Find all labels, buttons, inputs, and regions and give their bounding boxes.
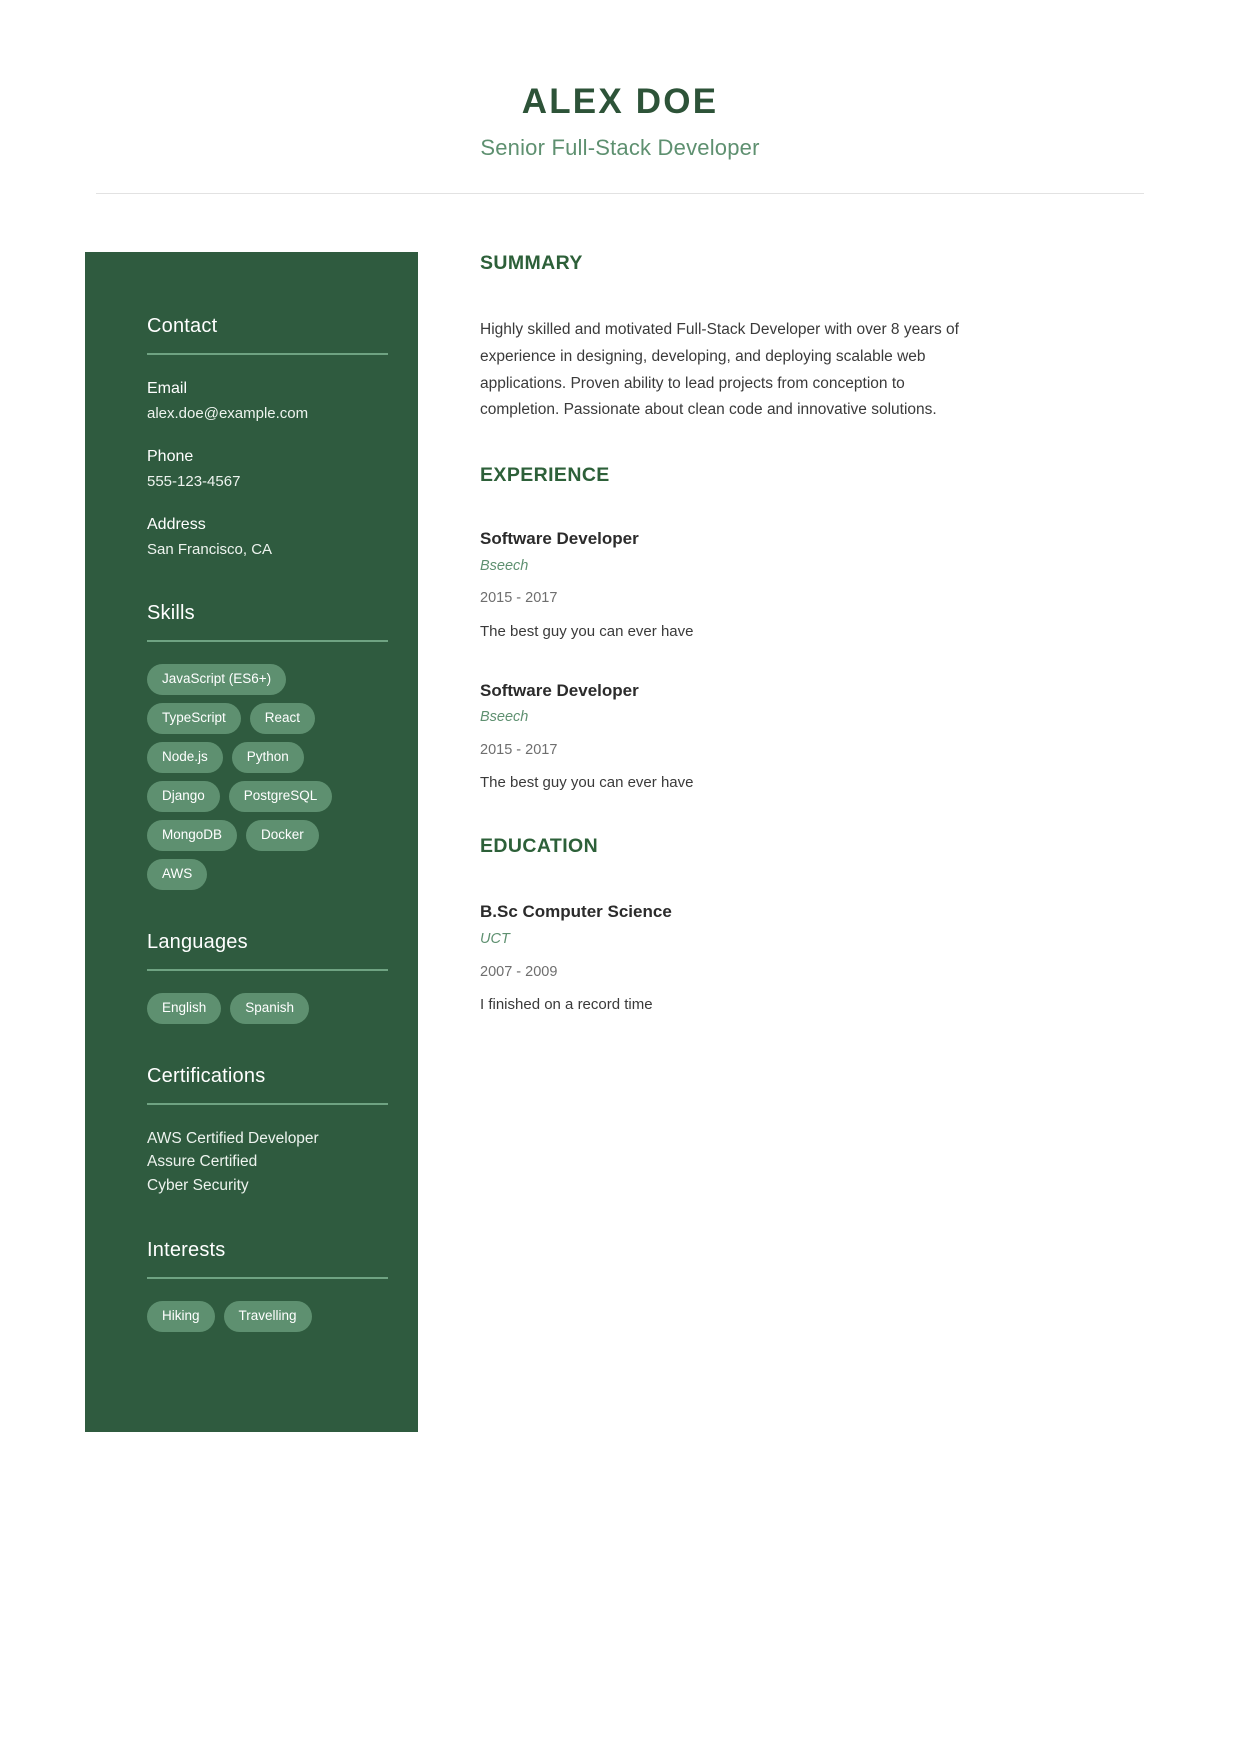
contact-list <box>147 355 388 561</box>
education-entry <box>480 900 1144 1017</box>
skills-pill-list <box>147 664 362 889</box>
skill-pill: Python <box>232 742 304 773</box>
resume-body <box>0 194 1240 1432</box>
interests-pill-list <box>147 1301 362 1332</box>
section-summary <box>480 252 1144 424</box>
skill-pill: AWS <box>147 859 207 890</box>
contact-item-email <box>147 377 388 425</box>
sidebar-heading-languages: Languages <box>147 930 388 971</box>
language-pill: English <box>147 993 221 1024</box>
sidebar <box>85 252 418 1432</box>
contact-label-phone: Phone <box>147 448 194 466</box>
languages-pill-list <box>147 993 362 1024</box>
contact-item-address <box>147 513 388 561</box>
skill-pill: JavaScript (ES6+) <box>147 664 286 695</box>
language-pill: Spanish <box>230 993 309 1024</box>
certifications-list <box>147 1105 388 1198</box>
sidebar-heading-interests: Interests <box>147 1238 388 1279</box>
candidate-name: ALEX DOE <box>521 82 719 121</box>
contact-item-phone <box>147 445 388 493</box>
skill-pill: Django <box>147 781 220 812</box>
sidebar-heading-skills: Skills <box>147 601 388 642</box>
sidebar-section-interests <box>147 1238 388 1332</box>
sidebar-section-contact <box>147 314 388 561</box>
contact-label-address: Address <box>147 516 206 534</box>
certification-item: AWS Certified Developer <box>147 1129 319 1147</box>
sidebar-heading-contact: Contact <box>147 314 388 355</box>
section-education <box>480 835 1144 1017</box>
experience-entry <box>480 527 1144 644</box>
skill-pill: Docker <box>246 820 319 851</box>
summary-text: Highly skilled and motivated Full-Stack Developer with over 8 years of experience in designing, developing, and deploying scalable web applications. Proven ability to lead projects from conception to completion. Passionate about clean code and innovative solutions. <box>480 321 959 419</box>
skill-pill: React <box>250 703 315 734</box>
certification-item: Cyber Security <box>147 1176 249 1194</box>
experience-list <box>480 527 1144 795</box>
contact-value-address: San Francisco, CA <box>147 541 273 559</box>
certification-item: Assure Certified <box>147 1153 258 1171</box>
experience-title: Software Developer <box>480 528 639 548</box>
education-degree: B.Sc Computer Science <box>480 902 672 922</box>
education-description: I finished on a record time <box>480 996 653 1014</box>
skill-pill: PostgreSQL <box>229 781 333 812</box>
resume-header <box>0 0 1240 161</box>
experience-company: Bseech <box>480 557 529 574</box>
experience-dates: 2015 - 2017 <box>480 741 558 758</box>
contact-value-email[interactable]: alex.doe@example.com <box>147 405 309 423</box>
heading-education: EDUCATION <box>480 835 599 858</box>
sidebar-section-certifications <box>147 1064 388 1198</box>
candidate-job-title: Senior Full-Stack Developer <box>480 135 760 161</box>
experience-dates: 2015 - 2017 <box>480 590 558 607</box>
education-institution: UCT <box>480 931 510 948</box>
heading-summary: SUMMARY <box>480 252 583 275</box>
sidebar-section-languages <box>147 930 388 1024</box>
education-dates: 2007 - 2009 <box>480 963 558 980</box>
experience-title: Software Developer <box>480 680 639 700</box>
contact-label-email: Email <box>147 380 188 398</box>
interest-pill: Travelling <box>224 1301 312 1332</box>
skill-pill: Node.js <box>147 742 223 773</box>
experience-description: The best guy you can ever have <box>480 622 694 640</box>
sidebar-heading-certifications: Certifications <box>147 1064 388 1105</box>
contact-value-phone[interactable]: 555-123-4567 <box>147 473 241 491</box>
sidebar-section-skills <box>147 601 388 889</box>
experience-entry <box>480 679 1144 796</box>
skill-pill: TypeScript <box>147 703 241 734</box>
interest-pill: Hiking <box>147 1301 215 1332</box>
experience-description: The best guy you can ever have <box>480 774 694 792</box>
experience-company: Bseech <box>480 709 529 726</box>
main-content <box>418 194 1144 1057</box>
heading-experience: EXPERIENCE <box>480 463 610 486</box>
skill-pill: MongoDB <box>147 820 237 851</box>
education-list <box>480 900 1144 1017</box>
section-experience <box>480 464 1144 795</box>
